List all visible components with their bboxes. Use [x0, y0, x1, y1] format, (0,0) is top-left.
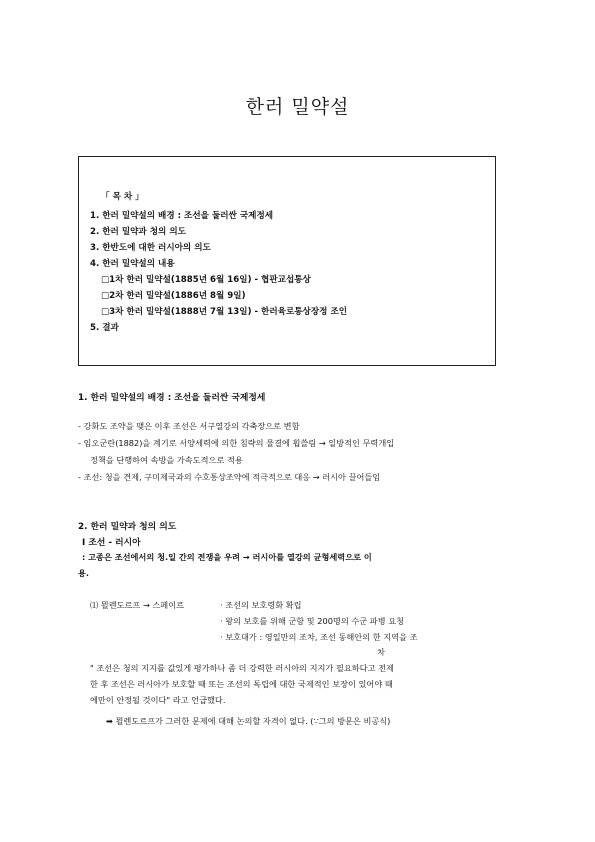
- section-1-line: 정책을 단행하여 속방을 가속도적으로 적용: [90, 455, 243, 465]
- toc-heading: 「 목 차 」: [101, 192, 144, 202]
- toc-item: □1차 한러 밀약설(1885년 6월 16일) - 협판교섭통상: [101, 275, 311, 285]
- point: · 왕의 보호를 위해 군함 및 200명의 수군 파병 요청: [220, 616, 405, 626]
- point: · 조선의 보호령화 확립: [220, 600, 302, 610]
- item-label: ⑴ 묄렌도르프 → 스페이르: [90, 600, 185, 610]
- page-title: 한러 밀약설: [245, 96, 350, 118]
- toc-item: □3차 한러 밀약설(1888년 7월 13일) - 한러육로통상장정 조인: [101, 307, 348, 317]
- toc-item: □2차 한러 밀약설(1886년 8월 9일): [101, 291, 246, 301]
- toc-item: 5. 결과: [90, 323, 119, 333]
- point: · 보호대가 : 영일만의 조차, 조선 동해안의 한 지역을 조: [220, 632, 418, 642]
- toc-item: 3. 한반도에 대한 러시아의 의도: [90, 243, 211, 253]
- conclusion-line: ➡ 묄렌도르프가 그러한 문제에 대해 논의할 자격이 없다. (∵그의 방문은 비공식): [106, 716, 391, 726]
- quote-line: 한 후 조선은 러시아가 보호할 때 또는 조선의 독립에 대한 국제적인 보장이 있어야 때: [90, 679, 393, 689]
- section-2-desc: 용.: [78, 568, 90, 578]
- section-1-line: - 임오군란(1882)을 계기로 서양세력에 의한 침략의 물결에 휩쓸림 → 일방적인 무력개입: [78, 438, 395, 448]
- section-1-heading: 1. 한러 밀약설의 배경 : 조선을 둘러싼 국제정세: [78, 393, 266, 403]
- quote-line: 에만이 안정될 것이다" 라고 언급했다.: [90, 695, 226, 705]
- section-2-desc: : 고종은 조선에서의 청.일 간의 전쟁을 우려 → 러시아를 열강의 균형세력으로 이: [82, 552, 372, 562]
- section-2-heading: 2. 한러 밀약과 청의 의도: [78, 522, 177, 532]
- quote-line: " 조선은 청의 지지를 값있게 평가하나 좀 더 강력한 러시아의 지지가 필요하다고 전제: [90, 663, 394, 673]
- section-1-line: - 조선: 청을 견제, 구미제국과의 수호통상조약에 적극적으로 대응 → 러시아 끌어들임: [78, 472, 381, 482]
- section-2-subheading: Ⅰ 조선 - 러시아: [82, 538, 141, 548]
- toc-item: 4. 한러 밀약설의 내용: [90, 259, 175, 269]
- point: 차: [377, 647, 385, 657]
- toc-item: 1. 한러 밀약설의 배경 : 조선을 둘러싼 국제정세: [90, 211, 274, 221]
- section-1-line: - 강화도 조약을 맺은 이후 조선은 서구열강의 각축장으로 변함: [78, 421, 300, 431]
- toc-item: 2. 한러 밀약과 청의 의도: [90, 227, 186, 237]
